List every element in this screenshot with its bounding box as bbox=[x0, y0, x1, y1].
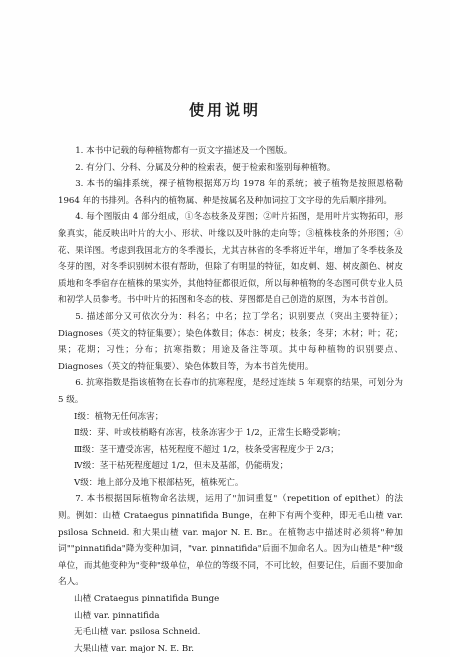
hardiness-level-4: Ⅳ级：茎干枯死程度超过 1/2，但未及基部，仍能萌发； bbox=[74, 461, 289, 472]
paragraph-2: 2. 有分门、分科、分属及分种的检索表，便于检索和鉴别每种植物。 bbox=[75, 162, 336, 173]
hardiness-level-5: Ⅴ级：地上部分及地下根部枯死，植株死亡。 bbox=[74, 477, 244, 488]
hardiness-level-2: Ⅱ级：芽、叶或枝梢略有冻害，枝条冻害少于 1/2，正常生长略受影响； bbox=[74, 428, 346, 439]
paragraph-4: 4. 每个图版由 4 部分组成，①冬态枝条及芽图；②叶片拓图，是用叶片实物拓印，形象真实，能反映出叶片的大小、形状、叶缘以及叶脉的走向等；③植株枝条的外形图；④花、果详图。考虑到我国北方的冬季漫长，尤其吉林省的冬季将近半年，增加了冬季枝条及冬芽的图，对冬季识别树木很有帮助，但除了有明显的特征，如皮刺、翅、树皮颜色、树皮质地和冬季宿存在植株的果实外，其他特征都很近似，所以每种植物的冬态图可供专业人员和初学人员参考。书中叶片的拓图和冬态的枝、芽图都是自己创造的原图，为本书首创。 bbox=[58, 212, 403, 306]
paragraph-5: 5. 描述部分又可依次分为：科名；中名；拉丁学名；识别要点（突出主要特征）；Diagnoses（英文的特征集要）；染色体数目；体态：树皮；枝条；冬芽；木材；叶；花；果；花期；习性；分布；抗寒指数；用途及备注等项。其中每种植物的识别要点、Diagnoses（英文的特征集要）、染色体数目等，为本书首先使用。 bbox=[58, 311, 403, 372]
instructions-body bbox=[58, 143, 403, 657]
paragraph-1: 1. 本书中记载的每种植物都有一页文字描述及一个图版。 bbox=[75, 146, 293, 156]
paragraph-3: 3. 本书的编排系统，裸子植物根据郑万均 1978 年的系统；被子植物是按照恩格勒 1964 年的书排列。各科内的植物属、种是按属名及种加词拉丁文字母的先后顺序排列。 bbox=[58, 179, 403, 206]
paragraph-6: 6. 抗寒指数是指该植物在长春市的抗寒程度，是经过连续 5 年观察的结果，可划分为 5 级。 bbox=[58, 378, 403, 405]
hardiness-level-1: Ⅰ级：植物无任何冻害； bbox=[74, 411, 164, 422]
example-name-3: 无毛山楂 var. psilosa Schneid. bbox=[74, 627, 201, 638]
example-name-4: 大果山楂 var. major N. E. Br. bbox=[74, 643, 195, 654]
example-name-2: 山楂 var. pinnatifida bbox=[74, 610, 160, 621]
paragraph-7: 7. 本书根据国际植物命名法规，运用了"加词重复"（repetition of epithet）的法则。例如：山楂 Crataegus pinnatifida Bunge，在种下有两个变种，即无毛山楂 var. psilosa Schneid. 和大果山楂 var. major N. E. Br.。在植物志中描述时必须将"种加词""pinnatifida"降为变种加词，"var. pinnatifida"后面不加命名人。因为山楂是"种"级单位，而其他变种为"变种"级单位，单位的等级不同，不可比较，但要记住，后面不要加命名人。 bbox=[58, 494, 403, 588]
hardiness-level-3: Ⅲ级：茎干遭受冻害，枯死程度不超过 1/2，枝条受害程度少于 2/3； bbox=[74, 444, 339, 455]
example-name-1: 山楂 Crataegus pinnatifida Bunge bbox=[74, 594, 220, 605]
page-title: 使用说明 bbox=[188, 101, 261, 119]
